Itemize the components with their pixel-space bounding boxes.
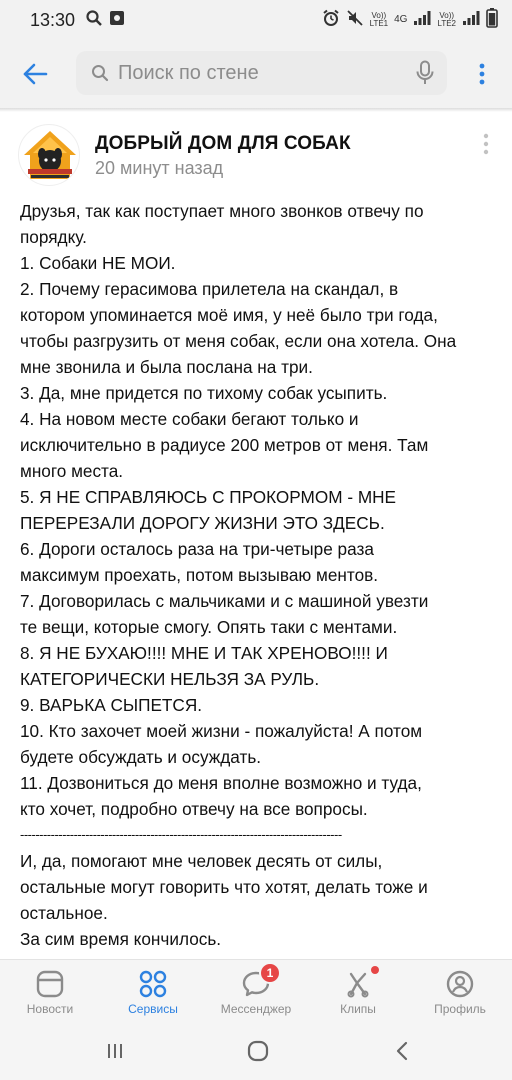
nav-label-news: Новости [26, 1002, 74, 1016]
post-body [20, 198, 496, 952]
messenger-icon [241, 966, 274, 1000]
search-icon [90, 63, 110, 83]
post-text-line: остальные могут говорить что хотят, делать тоже и [20, 877, 428, 897]
dog-house-logo-icon [19, 125, 80, 186]
recent-apps-button[interactable] [103, 1037, 127, 1065]
post-options-button[interactable] [478, 130, 494, 158]
post-text-line: те вещи, которые смогу. Опять таки с ментами. [20, 617, 398, 637]
system-navigation-bar [0, 1021, 512, 1080]
post-text-line: 11. Дозвониться до меня вполне возможно и туда, [20, 773, 422, 793]
post-text-line: И, да, помогают мне человек десять от силы, [20, 851, 383, 871]
search-input[interactable] [76, 51, 447, 95]
network-4g-indicator: 4G [394, 14, 408, 25]
services-icon [138, 968, 168, 1000]
nav-item-messenger[interactable] [206, 960, 306, 1022]
nav-item-clips[interactable] [308, 960, 408, 1022]
signal-icon [413, 10, 431, 31]
nav-label-clips: Клипы [340, 1002, 376, 1016]
post-text-line: 9. ВАРЬКА СЫПЕТСЯ. [20, 695, 203, 715]
post-text-line: 5. Я НЕ СПРАВЛЯЮСЬ С ПРОКОРМОМ - МНЕ [20, 487, 397, 507]
post-text-line: ПЕРЕРЕЗАЛИ ДОРОГУ ЖИЗНИ ЭТО ЗДЕСЬ. [20, 513, 385, 533]
nav-item-profile[interactable] [410, 960, 510, 1022]
post-text-line: котором упоминается моё имя, у неё было три года, [20, 305, 438, 325]
post-text-line: 6. Дороги осталось раза на три-четыре раза [20, 539, 374, 559]
battery-icon [486, 8, 498, 33]
status-bar [0, 0, 512, 40]
nav-label-profile: Профиль [434, 1002, 486, 1016]
post-text-line: мне звонила и была послана на три. [20, 357, 313, 377]
signal-2-icon [462, 10, 480, 31]
search-header [0, 40, 512, 108]
post-text-line: За сим время кончилось. [20, 929, 222, 949]
lte2-indicator: Vo)) LTE2 [437, 11, 456, 28]
clips-icon [343, 968, 373, 1000]
post-text-line: кто хочет, подробно отвечу на все вопросы. [20, 799, 368, 819]
post-text-line: много места. [20, 461, 124, 481]
post-text-line: будете обсуждать и осуждать. [20, 747, 262, 767]
home-icon [246, 1039, 270, 1063]
post-author-name[interactable]: ДОБРЫЙ ДОМ ДЛЯ СОБАК [95, 133, 351, 154]
post-text-line: исключительно в радиусе 200 метров от меня. Там [20, 435, 429, 455]
search-placeholder: Поиск по стене [118, 61, 259, 84]
post-text-line: 4. На новом месте собаки бегают только и [20, 409, 359, 429]
post-text-line: 8. Я НЕ БУХАЮ!!!! МНЕ И ТАК ХРЕНОВО!!!! И [20, 643, 388, 663]
post-timestamp: 20 минут назад [95, 158, 224, 178]
author-avatar[interactable] [18, 124, 80, 186]
post-text-line: 1. Собаки НЕ МОИ. [20, 253, 176, 273]
post-separator-line: ------------------------------------------------------------------------------------ [20, 827, 342, 842]
nav-label-messenger: Мессенджер [220, 1002, 292, 1016]
home-button[interactable] [244, 1037, 272, 1065]
gallery-status-icon [109, 10, 125, 31]
microphone-icon [415, 60, 435, 86]
post-text-line: максимум проехать, потом вызываю ментов. [20, 565, 379, 585]
search-status-icon [85, 9, 103, 32]
header-divider [0, 108, 512, 112]
post-text-line: 3. Да, мне придется по тихому собак усыпить. [20, 383, 388, 403]
profile-icon [445, 968, 475, 1000]
news-icon [35, 968, 65, 1000]
nav-item-services[interactable] [103, 960, 203, 1022]
post-text-line: чтобы разгрузить от меня собак, если она хотела. Она [20, 331, 457, 351]
clips-notification-dot [371, 966, 379, 974]
arrow-left-icon [22, 62, 48, 86]
more-vertical-icon [479, 63, 485, 85]
post-text-line: 2. Почему герасимова прилетела на скандал, в [20, 279, 399, 299]
nav-label-services: Сервисы [128, 1002, 178, 1016]
microphone-button[interactable] [415, 60, 435, 91]
nav-item-news[interactable] [0, 960, 100, 1022]
more-vertical-icon [483, 133, 489, 155]
post-text-line: остальное. [20, 903, 108, 923]
messenger-badge: 1 [259, 962, 281, 984]
alarm-icon [322, 9, 340, 32]
recent-apps-icon [105, 1041, 125, 1061]
more-options-button[interactable] [472, 58, 492, 90]
back-system-button[interactable] [390, 1037, 414, 1065]
bottom-navigation [0, 959, 512, 1021]
back-button[interactable] [18, 58, 52, 90]
post-text-line: 7. Договорилась с мальчиками и с машиной увезти [20, 591, 429, 611]
post-text-line: Друзья, так как поступает много звонков отвечу по [20, 201, 424, 221]
post-text-line: КАТЕГОРИЧЕСКИ НЕЛЬЗЯ ЗА РУЛЬ. [20, 669, 320, 689]
mute-icon [346, 9, 364, 32]
chevron-left-icon [394, 1040, 410, 1062]
post-text-line: 10. Кто захочет моей жизни - пожалуйста! А потом [20, 721, 423, 741]
lte1-indicator: Vo)) LTE1 [369, 11, 389, 28]
post-text-line: порядку. [20, 227, 87, 247]
status-time: 13:30 [30, 9, 76, 30]
